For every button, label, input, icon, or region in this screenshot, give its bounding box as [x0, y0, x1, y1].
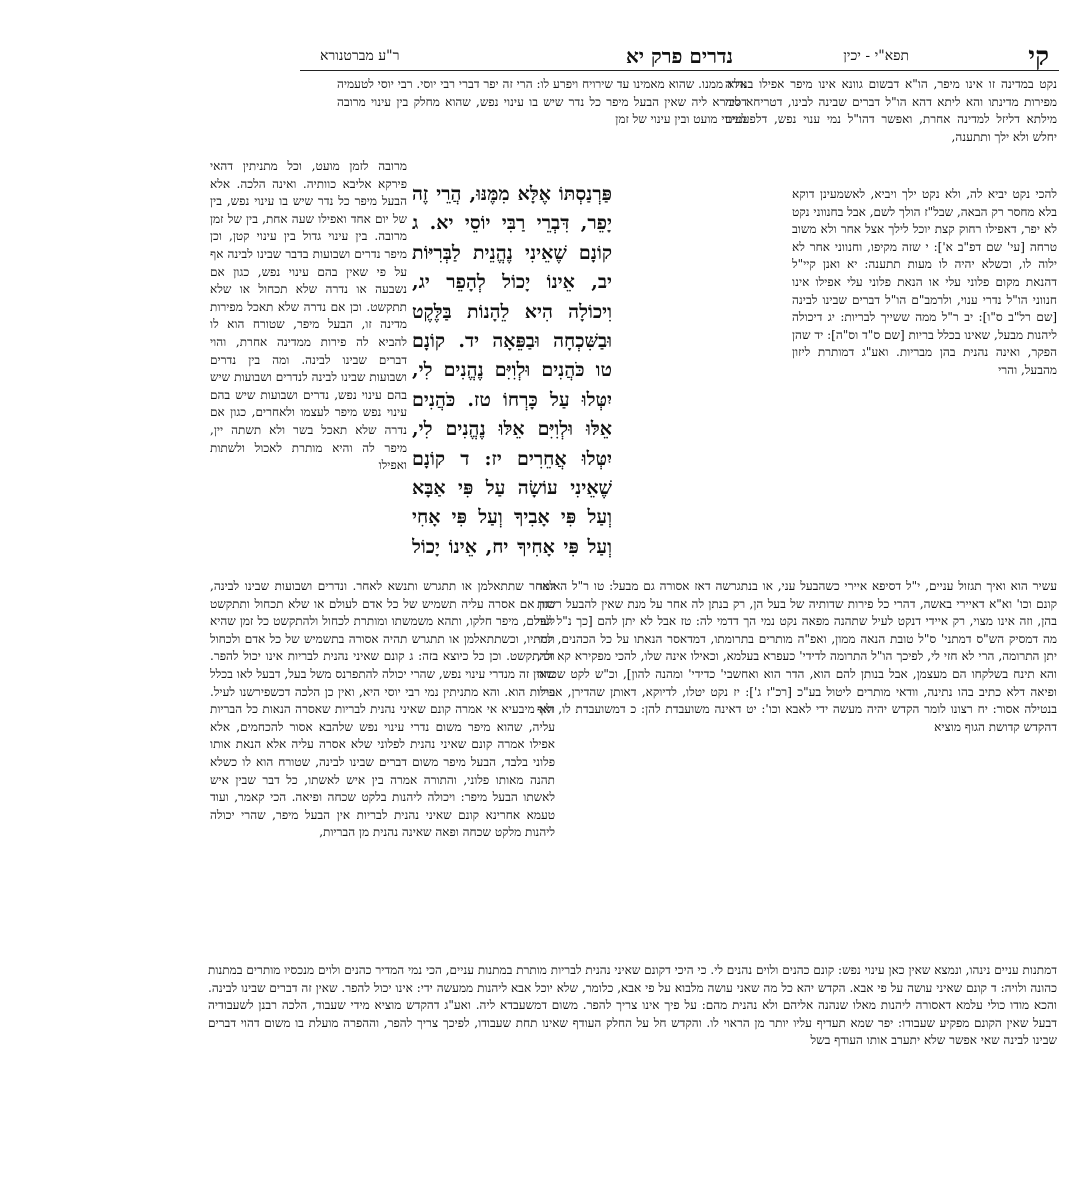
page-header [300, 40, 1059, 71]
chapter-title: נדרים פרק יא [625, 44, 734, 68]
tiferet-commentary-top: נקט במדינה זו אינו מיפר, הו"א דבשום גוונא אינו מיפר אפילו בנדרה מפירות מדינתו והא ליתא דהא הו"ל דברים שבינה לבינו, דטריחא ליה מילתא דליזל למדינה אחרת, ואפשר דהו"ל נמי ענוי נפש, דלפעמים יחלש ולא ילך ותתענה, [725, 77, 1057, 144]
tiferet-label: תפא"י - יכין [843, 48, 909, 64]
mishnah-text: פַּרְנַסְתּוֹ אֶלָּא מִמֶּנּוּ, הֲרֵי זֶה יָפֵר, דִּבְרֵי רַבִּי יוֹסֵי יא. ג קוֹנָם שֶׁאֵינִי נֶהֱנֵית לַבְּרִיּוֹת יב, אֵינוֹ יָכוֹל לְהָפֵר יג, וִיכוֹלָה הִיא לֵהָנוֹת בַּלֶּקֶט וּבַשִּׁכְחָה וּבַפֵּאָה יד. קוֹנָם טו כֹּהֲנִים וּלְוִיִּם נֶהֱנִים לִי, יִטְּלוּ עַל כָּרְחוֹ טז. כֹּהֲנִים אֵלּוּ וּלְוִיִּם אֵלּוּ נֶהֱנִים לִי, יִטְּלוּ אֲחֵרִים יז: ד קוֹנָם שֶׁאֵינִי עוֹשָׂה עַל פִּי אַבָּא וְעַל פִּי אָבִיךָ וְעַל פִּי אָחִי וְעַל פִּי אָחִיךָ יח, אֵינוֹ יָכוֹל [412, 183, 612, 558]
tiferet-commentary-full: עשיר הוא ואיך תגזול עניים, י"ל דסיפא איירי כשהבעל עני, או בנתגרשה דאז אסורה גם מבעל: טו ר"ל האומר קונם וכו' וא"א דאיירי באשה, דהרי כל פירות שדותיה של בעל הן, רק בנתן לה אחר על מנת שאין להבעל רשות בהן, וזה אינו מצוי, רק איידי דנקט לעיל שתהנה מפאה נקט נמי הך דדמי לה: טז אבל לא יתן להם [כך נ"ל לפי מה דמסיק הש"ס דמתני' ס"ל טובת הנאה ממון, ואפ"ה מותרים בתרומתו, דמדאסר הנאתו על כל הכהנים, למי יתן התרומה, הרי לא חזי לי, לפיכך הו"ל התרומה לדידי' כעפרא בעלמא, וכאילו אינה שלו, להכי מפקירא קא זכי, והא תינח בשלקחו הם מעצמן, אבל בנותן להם הוא, הדר הוא ואחשבי' כדידי' ומהנה להון], וכ"ש לקט שכחה ופיאה דלא כתיב בהו נתינה, וודאי מותרים ליטול בע"כ [רכ"ז ג']: יז נקט יטלו, לדיוקא, דאותן שהדירן, אפילו בנטילה אסור: יח רצונו לומר הקדש יהיה מעשה ידי לאבא וכו': יט דאינה משועבדת להן: כ דמשועבדת לו, ואף דהקדש קדושת הגוף מוציא [537, 579, 1057, 734]
bartenura-commentary-top: אלא ממנו. שהוא מאמינו עד שירויח ויפרע לו: הרי זה יפר דברי רבי יוסי. רבי יוסי לטעמיה דסבירא ליה שאין הבעל מיפר כל נדר שיש בו עינוי נפש, שהוא מחלק בין עינוי מרובה לעינוי מועט ובין עינוי של זמן [337, 77, 747, 127]
bartenura-commentary-bottom: דמתנות עניים נינהו, ונמצא שאין כאן עינוי נפש: קונם כהנים ולוים נהנים לי. כי היכי דקונם שאיני נהנית לבריות מותרת במתנות עניים, הכי נמי המדיר כהנים ולוים מנכסיו מותרים במתנות כהונה ולויה: ד קונם שאיני עושה על פי אבא. הקדש יהא כל מה שאני עושה מלבוא על פי אבא, כלומר, שלא יוכל אבא ליהנות ממעשה ידי: אינו יכול להפר. שאין זה דברים שבינו לבינה. והכא מודו כולי עלמא דאסורה ליהנות מאלו שנהנה אליהם ולא נהנית מהם: על פיך אינו צריך להפר. משום דמשעבדא ליה. ואע"ג דהקדש מוציא מידי שעבוד, הלכה רבנן לשעבודיה דבעל שאין הקונם מפקיע שעבודו: יפר שמא תעדיף עליו יותר מן הראוי לו. והקדש חל על החלק העודף שאינו תחת שעבודו, לפיכך צריך להפר, וההפרה מועלת בו משום דהוי דברים שבינו לבינה שאי אפשר שלא יתערב אותו העודף בשל [208, 963, 1057, 1048]
bartenura-commentary-side: מרובה לזמן מועט, וכל מתניתין דהאי פירקא אליבא כוותיה. ואינה הלכה. אלא הבעל מיפר כל נדר שיש בו עינוי נפש, בין של יום אחד ואפילו שעה אחת, בין של זמן מרובה. בין עינוי גדול בין עינוי קטן, וכן מיפר נדרים ושבועות בדבר שבינו לבינה אף על פי שאין בהם עינוי נפש, כגון אם נשבעה או נדרה שלא תכחול או שלא תתקשט. וכן אם נדרה שלא תאכל מפירות מדינה זו, הבעל מיפר, שטורח הוא לו להביא לה פירות ממדינה אחרת, והוי דברים שבינו לבינה. ומה בין נדרים ושבועות שבינו לבינה לנדרים ושבועות שיש בהם עינוי נפש, נדרים ושבועות שיש בהם עינוי נפש מיפר לעצמו ולאחרים, כגון אם נדרה שלא תאכל בשר ולא תשתה יין, מיפר לה והיא מותרת לאכול ולשתות ואפילו [210, 159, 407, 473]
bartenura-label: ר"ע מברטנורא [320, 48, 400, 64]
page-number: קי [1028, 42, 1049, 72]
bartenura-commentary-mid: לאחר שתתאלמן או תתגרש ותנשא לאחר. ונדרים ושבועות שבינו לבינה, כגון אם אסרה עליה תשמיש של כל אדם לעולם או שלא תכחול ותתקשט לעולם, מיפר חלקו, ותהא משמשתו ומותרת לכחול ולהתקשט כל זמן שהיא תחתיו, וכשתתאלמן או תתגרש תהיה אסורה בתשמיש של כל אדם ולכחול ולהתקשט. וכן כל כיוצא בזה: ג קונם שאיני נהנית לבריות אינו יכול להפר. שאין זה מנדרי עינוי נפש, שהרי יכולה להתפרנס משל בעל, דבעל לאו בכלל בריות הוא. והא מתניתין נמי רבי יוסי היא, ואין כן הלכה דכשפירשנו לעיל. ולא מיבעיא אי אמרה קונם שאיני נהנית לבריות שאסרה הנאות כל הבריות עליה, שהוא מיפר משום נדרי עינוי נפש שלהבא אסור להכחמים, אלא אפילו אמרה קונם שאיני נהנית לפלוני שלא אסרה עליה אלא הנאת אותו פלוני בלבד, הבעל מיפר משום דברים שבינו לבינה, שטורח הוא לו כשלא תהנה מאותו פלוני, והתורה אמרה בין איש לאשתו, כל דבר שבין איש לאשתו הבעל מיפר: ויכולה ליהנות בלקט שכחה ופיאה. הכי קאמר, ועוד טעמא אחרינא קונם שאיני נהנית לבריות אין הבעל מיפר, שהרי יכולה ליהנות מלקט שכחה ופאה שאינה נהנית מן הבריות, [210, 579, 555, 840]
tiferet-commentary-body: להכי נקט יביא לה, ולא נקט ילך ויביא, לאשמעינן דוקא בלא מחסר רק הבאה, שבל"ז הולך לשם, אבל בחנווני נקט לא יפר, דאפילו רחוק קצת יוכל לילך אצל אחר ולא משוב טרחה [עי' שם דפ"ב א']: י שזה מקיפו, וחנווני אחר לא ילוה לו, וכשלא יהיה לו מעות תתענה: יא ואנן קיי"ל דהנאת מקום פלוני עלי או הנאת פלוני עלי אפילו אינו חנווני הו"ל נדרי ענוי, ולרמב"ם הו"ל דברים שבינו לבינה [שם רל"ב ס"ו]: יב ר"ל ממה ששייך לבריות: יג דיכולה ליהנות מבעל, שאינו בכלל בריות [שם ס"ד וס"ה]: יד שהן הפקר, ואינה נהנית בהן מבריות. ואע"ג דמותרת ליזון מהבעל, והרי [792, 187, 1057, 377]
